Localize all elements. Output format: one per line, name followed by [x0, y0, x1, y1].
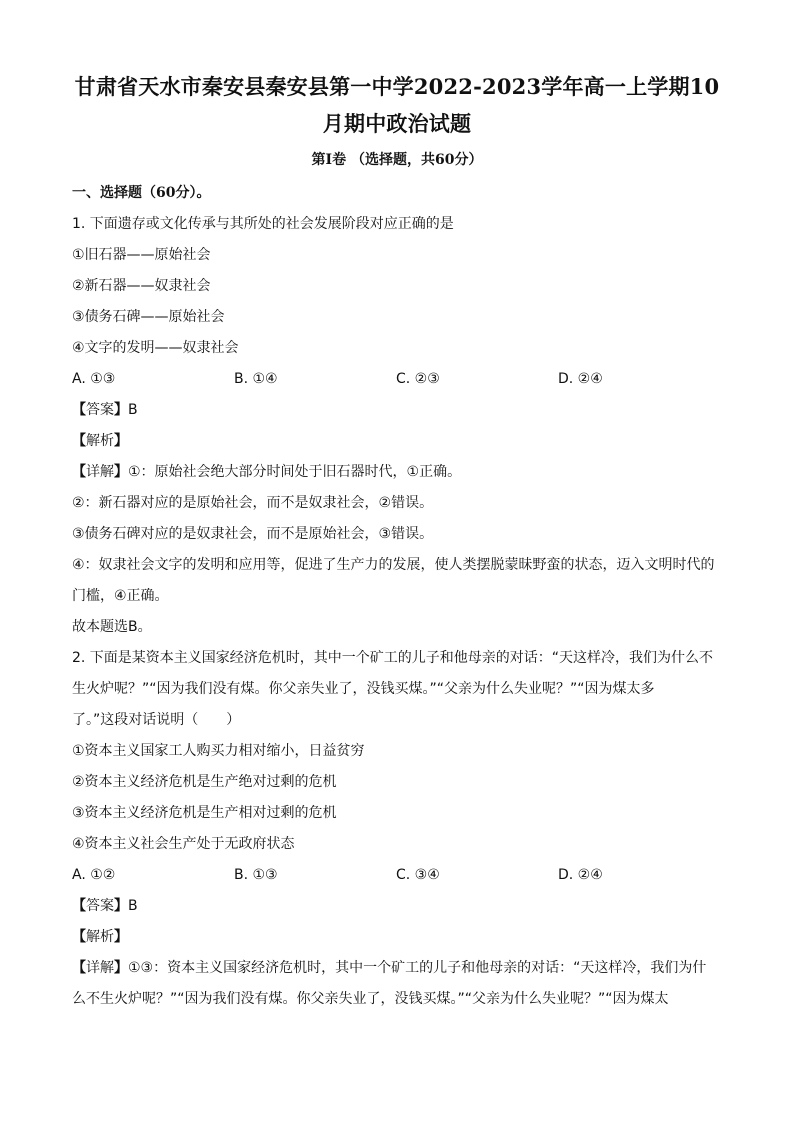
option-a: A. ①②	[72, 867, 116, 883]
answer-value: B	[128, 402, 138, 418]
section-heading: 一、选择题（60分）。	[72, 185, 211, 201]
question-stem: 了。”这段对话说明（ ）	[72, 712, 241, 728]
question-stem: 2. 下面是某资本主义国家经济危机时，其中一个矿工的儿子和他母亲的对话：“天这样冷，我们为什么不	[72, 650, 714, 666]
detail-line: ②：新石器对应的是原始社会，而不是奴隶社会，②错误。	[72, 495, 434, 511]
detail-label: 详解	[86, 464, 114, 480]
detail-label: 详解	[86, 960, 114, 976]
question-item: ③资本主义经济危机是生产相对过剩的危机	[72, 805, 337, 821]
answer-options	[72, 860, 722, 891]
option-d: D. ②④	[558, 371, 603, 387]
analysis-line: 【解析】	[72, 929, 128, 945]
option-d: D. ②④	[558, 867, 603, 883]
option-b: B. ①④	[234, 371, 278, 387]
document-title-line-2: 月期中政治试题	[322, 111, 472, 136]
question-item: ②资本主义经济危机是生产绝对过剩的危机	[72, 774, 337, 790]
answer-line: 【答案】B	[72, 898, 138, 914]
answer-value: B	[128, 898, 138, 914]
question-item: ②新石器——奴隶社会	[72, 278, 211, 294]
question-stem: 1. 下面遗存或文化传承与其所处的社会发展阶段对应正确的是	[72, 216, 454, 232]
question-item: ④文字的发明——奴隶社会	[72, 340, 239, 356]
detail-line: 【详解】①③：资本主义国家经济危机时，其中一个矿工的儿子和他母亲的对话：“天这样冷，我们为什	[72, 960, 707, 976]
option-c: C. ③④	[396, 867, 440, 883]
analysis-label: 解析	[86, 433, 114, 449]
detail-line: ③债务石碑对应的是奴隶社会，而不是原始社会，③错误。	[72, 526, 434, 542]
analysis-line: 【解析】	[72, 433, 128, 449]
answer-label: 答案	[86, 402, 114, 418]
answer-options	[72, 364, 722, 395]
question-item: ①资本主义国家工人购买力相对缩小，日益贫穷	[72, 743, 365, 759]
detail-line: ④：奴隶社会文字的发明和应用等，促进了生产力的发展，使人类摆脱蒙昧野蛮的状态，迈入文明时代的	[72, 557, 715, 573]
question-2	[72, 643, 722, 1015]
detail-line: 【详解】①：原始社会绝大部分时间处于旧石器时代，①正确。	[72, 464, 462, 480]
question-1	[72, 209, 722, 643]
option-b: B. ①③	[234, 867, 278, 883]
option-c: C. ②③	[396, 371, 440, 387]
document-title-line-1: 甘肃省天水市秦安县秦安县第一中学2022-2023学年高一上学期10	[74, 74, 720, 99]
detail-line: 门槛，④正确。	[72, 588, 169, 604]
question-stem: 生火炉呢？”“因为我们没有煤。你父亲失业了，没钱买煤。”“父亲为什么失业呢？”“因为煤太多	[72, 681, 655, 697]
question-item: ①旧石器——原始社会	[72, 247, 211, 263]
option-a: A. ①③	[72, 371, 116, 387]
part-title: 第Ⅰ卷 （选择题，共60分）	[311, 152, 483, 168]
question-item: ③债务石碑——原始社会	[72, 309, 225, 325]
answer-line: 【答案】B	[72, 402, 138, 418]
detail-line: 么不生火炉呢？”“因为我们没有煤。你父亲失业了，没钱买煤。”“父亲为什么失业呢？”“因为煤太	[72, 991, 669, 1007]
analysis-label: 解析	[86, 929, 114, 945]
detail-line: 故本题选B。	[72, 619, 152, 635]
question-item: ④资本主义社会生产处于无政府状态	[72, 836, 295, 852]
answer-label: 答案	[86, 898, 114, 914]
